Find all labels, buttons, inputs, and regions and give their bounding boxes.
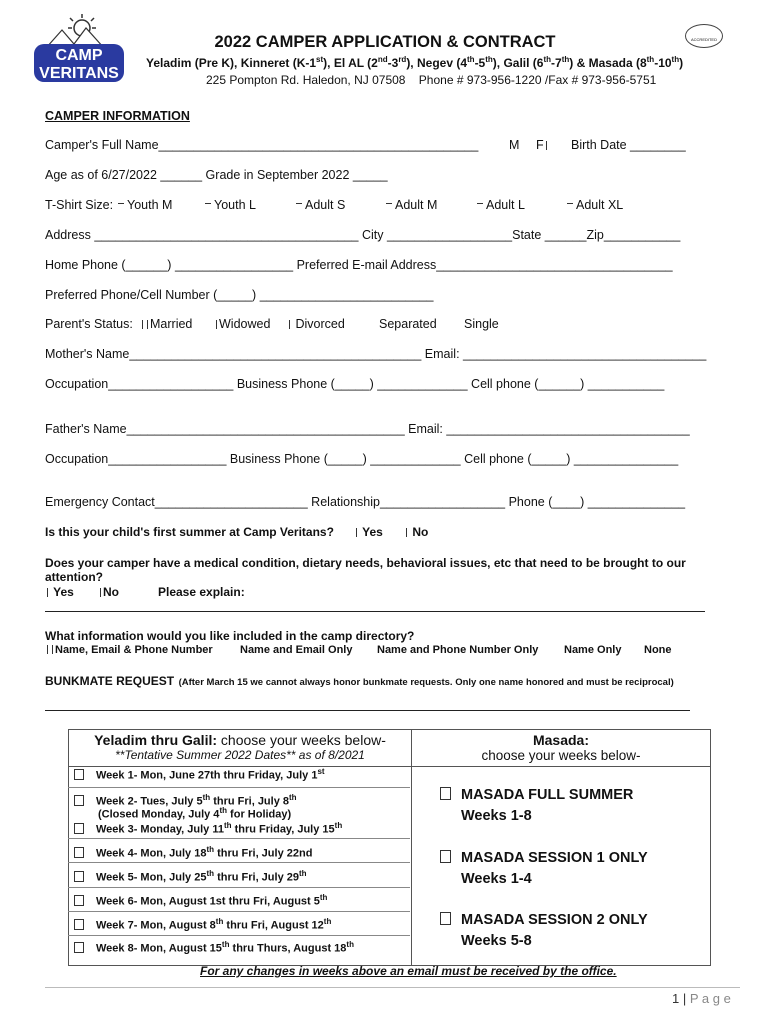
first-summer-no[interactable]: No — [404, 525, 428, 539]
weeks-footer-note: For any changes in weeks above an email must be received by the office. — [200, 964, 617, 978]
address-field[interactable]: Address ______________________________________ City __________________State ______Zip___________ — [45, 228, 681, 242]
week-1-option[interactable]: Week 1- Mon, June 27th thru Friday, July 1st — [74, 767, 325, 782]
emergency-contact-field[interactable]: Emergency Contact______________________ Relationship__________________ Phone (____) ______________ — [45, 495, 686, 509]
first-summer-yes[interactable]: Yes — [354, 525, 383, 539]
male-option[interactable] — [509, 138, 519, 152]
logo-veritans-text: VERITANS — [39, 65, 119, 82]
father-name-field[interactable]: Father's Name________________________________________ Email: ___________________________________ — [45, 422, 690, 436]
left-header-bold: Yeladim thru Galil: — [94, 732, 218, 748]
week-6-option[interactable]: Week 6- Mon, August 1st thru Fri, August 5th — [74, 893, 327, 908]
first-summer-question: Is this your child's first summer at Camp Veritans? — [45, 525, 334, 539]
campers-full-name-field[interactable]: Camper's Full Name______________________________________________ — [45, 138, 479, 152]
section-camper-information: CAMPER INFORMATION — [45, 109, 190, 123]
badge-text: ACCREDITED — [690, 37, 717, 42]
bunkmate-title: BUNKMATE REQUEST — [45, 674, 175, 688]
page-title: 2022 CAMPER APPLICATION & CONTRACT — [214, 33, 556, 51]
home-phone-email-field[interactable]: Home Phone (______) _________________ Preferred E-mail Address__________________________________ — [45, 258, 673, 272]
female-label: F — [536, 138, 544, 152]
left-subheader: **Tentative Summer 2022 Dates** as of 8/2021 — [115, 748, 365, 762]
right-subheader: choose your weeks below- — [481, 748, 641, 763]
right-header-cell — [412, 730, 711, 767]
week-7-option[interactable]: Week 7- Mon, August 8th thru Fri, August 12th — [74, 917, 331, 932]
left-header-rest: choose your weeks below- — [217, 732, 386, 748]
medical-yes[interactable]: Yes — [45, 585, 74, 599]
page-footer: 1 | P a g e — [672, 991, 731, 1006]
tshirt-adult-l[interactable]: Adult L — [477, 198, 525, 212]
status-married[interactable]: Married — [140, 317, 192, 331]
right-header: Masada: — [532, 732, 590, 748]
page-number: 1 — [672, 991, 680, 1006]
medical-question: Does your camper have a medical condition, dietary needs, behavioral issues, etc that need to be brought to our attention? — [45, 556, 686, 584]
parent-status-label: Parent's Status: — [45, 317, 133, 331]
status-widowed[interactable]: Widowed — [214, 317, 270, 331]
male-label: M — [509, 138, 520, 152]
masada-full-summer-option[interactable]: MASADA FULL SUMMER Weeks 1-8 — [440, 785, 633, 827]
tshirt-adult-xl[interactable]: Adult XL — [567, 198, 623, 212]
bunkmate-request — [45, 674, 685, 689]
please-explain-label: Please explain: — [158, 585, 245, 599]
week-3-option[interactable]: Week 3- Monday, July 11th thru Friday, July 15th — [74, 821, 342, 836]
directory-question: What information would you like included in the camp directory? — [45, 629, 415, 643]
week-2-note: (Closed Monday, July 4th for Holiday) — [98, 806, 292, 821]
directory-option-name-phone[interactable]: Name and Phone Number Only — [377, 644, 539, 656]
footer-rule — [45, 987, 740, 988]
week-4-option[interactable]: Week 4- Mon, July 18th thru Fri, July 22nd — [74, 845, 312, 860]
logo-camp-text: CAMP — [55, 47, 103, 64]
masada-session-2-option[interactable]: MASADA SESSION 2 ONLY Weeks 5-8 — [440, 910, 648, 952]
directory-option-none[interactable]: None — [644, 644, 672, 656]
cell-phone-field[interactable]: Preferred Phone/Cell Number (_____) _________________________ — [45, 288, 434, 302]
week-5-option[interactable]: Week 5- Mon, July 25th thru Fri, July 29th — [74, 869, 307, 884]
status-single[interactable]: Single — [464, 317, 499, 331]
tshirt-adult-s[interactable]: Adult S — [296, 198, 345, 212]
mother-occupation-field[interactable]: Occupation__________________ Business Phone (_____) _____________ Cell phone (______) ___________ — [45, 377, 665, 391]
directory-option-name-email-phone[interactable]: Name, Email & Phone Number — [45, 644, 213, 656]
groups-line: Yeladim (Pre K), Kinneret (K-1st), El AL (2nd-3rd), Negev (4th-5th), Galil (6th-7th) & Masada (8th-10th) — [146, 55, 684, 70]
medical-explain-line[interactable] — [45, 611, 705, 612]
status-divorced[interactable]: Divorced — [287, 317, 345, 331]
tshirt-youth-l[interactable]: Youth L — [205, 198, 256, 212]
week-8-option[interactable]: Week 8- Mon, August 15th thru Thurs, August 18th — [74, 940, 354, 955]
status-separated[interactable]: Separated — [379, 317, 437, 331]
bunkmate-line[interactable] — [45, 710, 690, 711]
address-line: 225 Pompton Rd. Haledon, NJ 07508 Phone # 973-956-1220 /Fax # 973-956-5751 — [206, 73, 657, 87]
left-header-cell — [69, 730, 412, 767]
father-occupation-field[interactable]: Occupation_________________ Business Phone (_____) _____________ Cell phone (_____) _______________ — [45, 452, 679, 466]
tshirt-youth-m[interactable]: Youth M — [118, 198, 172, 212]
page-label: P a g e — [689, 991, 731, 1006]
directory-option-name-only[interactable]: Name Only — [564, 644, 622, 656]
tshirt-adult-m[interactable]: Adult M — [386, 198, 437, 212]
mother-name-field[interactable]: Mother's Name__________________________________________ Email: ___________________________________ — [45, 347, 707, 361]
medical-no[interactable]: No — [98, 585, 119, 599]
female-option[interactable] — [536, 138, 549, 152]
directory-option-name-email[interactable]: Name and Email Only — [240, 644, 353, 656]
week-2-option[interactable]: Week 2- Tues, July 5th thru Fri, July 8th — [74, 793, 297, 808]
masada-session-1-option[interactable]: MASADA SESSION 1 ONLY Weeks 1-4 — [440, 848, 648, 890]
birth-date-field[interactable]: Birth Date ________ — [571, 138, 686, 152]
age-grade-field[interactable]: Age as of 6/27/2022 ______ Grade in September 2022 _____ — [45, 168, 388, 182]
bunkmate-note: (After March 15 we cannot always honor bunkmate requests. Only one name honored and must be reciprocal) — [178, 677, 674, 688]
tshirt-label: T-Shirt Size: — [45, 198, 114, 212]
